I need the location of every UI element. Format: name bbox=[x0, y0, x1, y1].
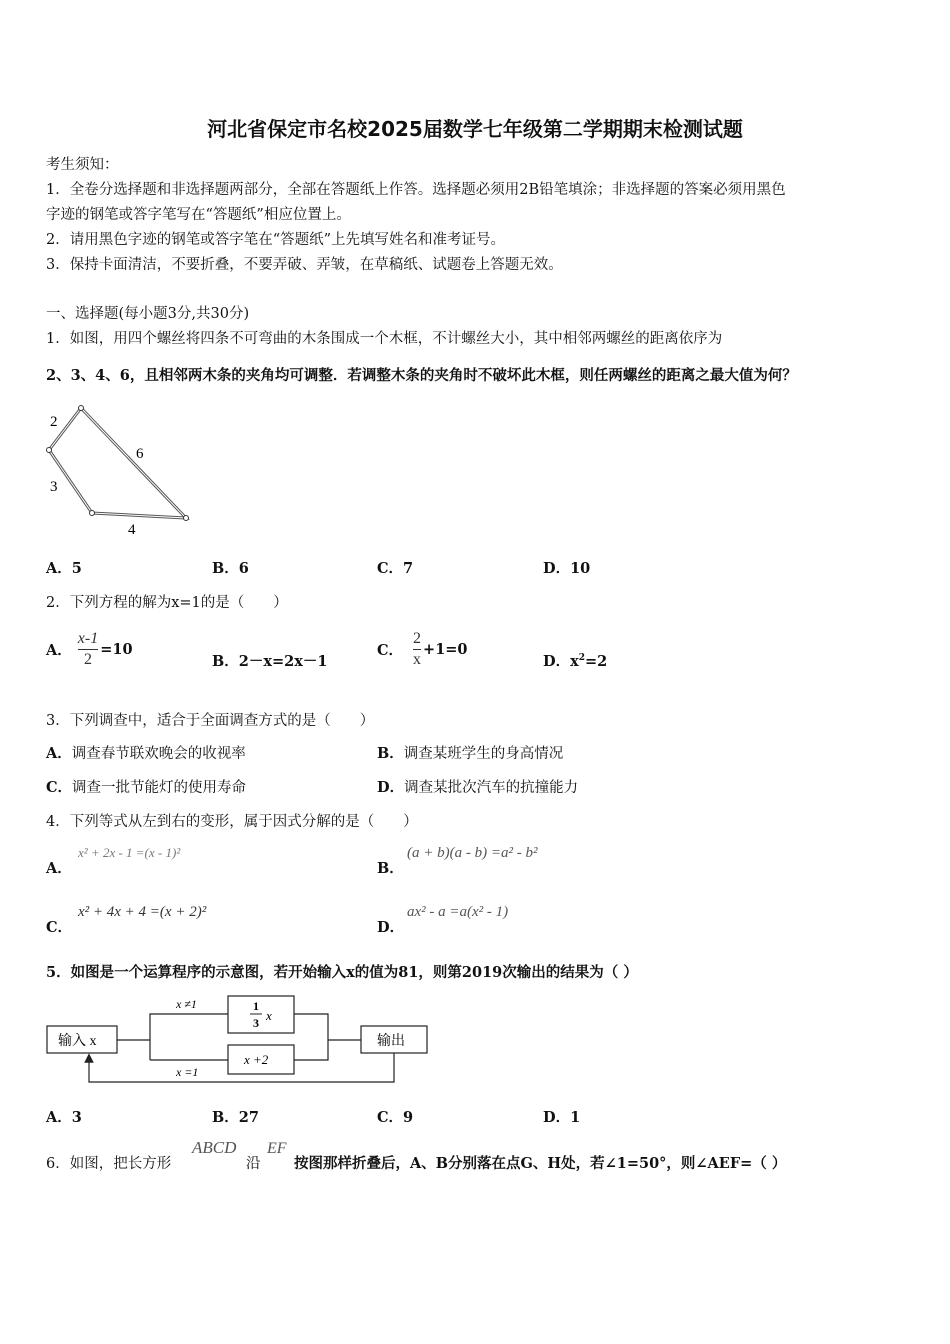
q4-option-b[interactable]: B． bbox=[377, 860, 404, 877]
side-label: 4 bbox=[128, 522, 136, 538]
notice-item: 1．全卷分选择题和非选择题两部分，全部在答题纸上作答。选择题必须用2B铅笔填涂；非选择题的答案必须用黑色 bbox=[46, 182, 786, 198]
q2-option-a[interactable]: A． $\frac{x-1}{2}$ =10 bbox=[46, 629, 133, 668]
op-var: x bbox=[266, 1008, 272, 1023]
q2-stem: 2．下列方程的解为x=1的是（ ） bbox=[46, 595, 288, 611]
cond-bottom: x =1 bbox=[176, 1065, 199, 1079]
section-heading: 一、选择题(每小题3分,共30分) bbox=[46, 306, 250, 322]
cond-top: x ≠1 bbox=[176, 997, 197, 1011]
q5-option-b[interactable]: B．27 bbox=[212, 1109, 259, 1126]
q6-abcd: ABCD bbox=[192, 1138, 237, 1157]
q4-option-b-expr: (a + b)(a - b) =a² - b² bbox=[407, 845, 538, 861]
q5-option-a[interactable]: A．3 bbox=[46, 1109, 82, 1126]
q3-option-d[interactable]: D．调查某批次汽车的抗撞能力 bbox=[377, 779, 579, 796]
page-title: 河北省保定市名校2025届数学七年级第二学期期末检测试题 bbox=[207, 117, 743, 141]
input-label: 输入 x bbox=[58, 1034, 97, 1049]
q1-option-c[interactable]: C．7 bbox=[377, 560, 414, 577]
q3-option-c[interactable]: C．调查一批节能灯的使用寿命 bbox=[46, 779, 247, 796]
q2-option-c[interactable]: C． $\frac{2}{x}$ +1=0 bbox=[377, 629, 468, 668]
q6-stem-suffix: 按图那样折叠后，A、B分别落在点G、H处，若∠1=50°，则∠AEF=（ ） bbox=[294, 1155, 787, 1172]
side-label: 2 bbox=[50, 414, 58, 430]
q1-stem-cont: 2、3、4、6，且相邻两木条的夹角均可调整．若调整木条的夹角时不破坏此木框，则任两螺丝的距离之最大值为何？ bbox=[46, 367, 797, 384]
q1-stem: 1．如图，用四个螺丝将四条不可弯曲的木条围成一个木框，不计螺丝大小，其中相邻两螺丝的距离依序为 bbox=[46, 331, 723, 347]
q6-stem-prefix: 6．如图，把长方形 bbox=[46, 1156, 172, 1172]
notice-heading: 考生须知： bbox=[46, 157, 119, 173]
op-den: 3 bbox=[253, 1016, 259, 1030]
notice-item: 2．请用黑色字迹的钢笔或答字笔在“答题纸”上先填写姓名和准考证号。 bbox=[46, 232, 506, 248]
q1-frame-figure bbox=[40, 400, 200, 540]
q4-stem: 4．下列等式从左到右的变形，属于因式分解的是（ ） bbox=[46, 814, 418, 830]
q1-option-a[interactable]: A．5 bbox=[46, 560, 82, 577]
q2-option-b[interactable]: B．2－x=2x－1 bbox=[212, 653, 328, 670]
fraction: $\frac{x-1}{2}$ bbox=[77, 629, 99, 668]
q4-option-c-expr: x² + 4x + 4 =(x + 2)² bbox=[78, 904, 207, 920]
q4-option-d-expr: ax² - a =a(x² - 1) bbox=[407, 904, 509, 920]
q6-along: 沿 bbox=[246, 1156, 261, 1172]
q5-flowchart bbox=[40, 990, 440, 1090]
op-add: x +2 bbox=[244, 1052, 269, 1067]
frame-outline bbox=[49, 408, 186, 518]
q5-option-c[interactable]: C．9 bbox=[377, 1109, 414, 1126]
side-label: 3 bbox=[50, 479, 58, 495]
op-num: 1 bbox=[253, 999, 259, 1013]
q4-option-c[interactable]: C． bbox=[46, 919, 73, 936]
notice-item: 3．保持卡面清洁，不要折叠，不要弄破、弄皱，在草稿纸、试题卷上答题无效。 bbox=[46, 257, 563, 273]
q1-option-b[interactable]: B．6 bbox=[212, 560, 249, 577]
side-label: 6 bbox=[136, 446, 144, 462]
q5-stem: 5．如图是一个运算程序的示意图，若开始输入x的值为81，则第2019次输出的结果为（ ） bbox=[46, 964, 638, 981]
q5-option-d[interactable]: D．1 bbox=[543, 1109, 581, 1126]
q1-option-d[interactable]: D．10 bbox=[543, 560, 591, 577]
fraction: $\frac{2}{x}$ bbox=[413, 629, 422, 668]
q4-option-d[interactable]: D． bbox=[377, 919, 405, 936]
screw-icon bbox=[184, 516, 189, 521]
notice-item: 字迹的钢笔或答字笔写在“答题纸”相应位置上。 bbox=[46, 207, 351, 223]
screw-icon bbox=[47, 448, 52, 453]
q4-option-a-expr: x² + 2x - 1 =(x - 1)² bbox=[78, 845, 181, 860]
screw-icon bbox=[79, 406, 84, 411]
q6-ef: EF bbox=[267, 1140, 287, 1157]
q2-option-d[interactable]: D．$x^2=2$ bbox=[543, 653, 608, 670]
q3-stem: 3．下列调查中，适合于全面调查方式的是（ ） bbox=[46, 713, 375, 729]
q4-option-a[interactable]: A． bbox=[46, 860, 72, 877]
screw-icon bbox=[90, 511, 95, 516]
q3-option-a[interactable]: A．调查春节联欢晚会的收视率 bbox=[46, 745, 246, 762]
output-label: 输出 bbox=[377, 1034, 405, 1049]
q3-option-b[interactable]: B．调查某班学生的身高情况 bbox=[377, 745, 564, 762]
